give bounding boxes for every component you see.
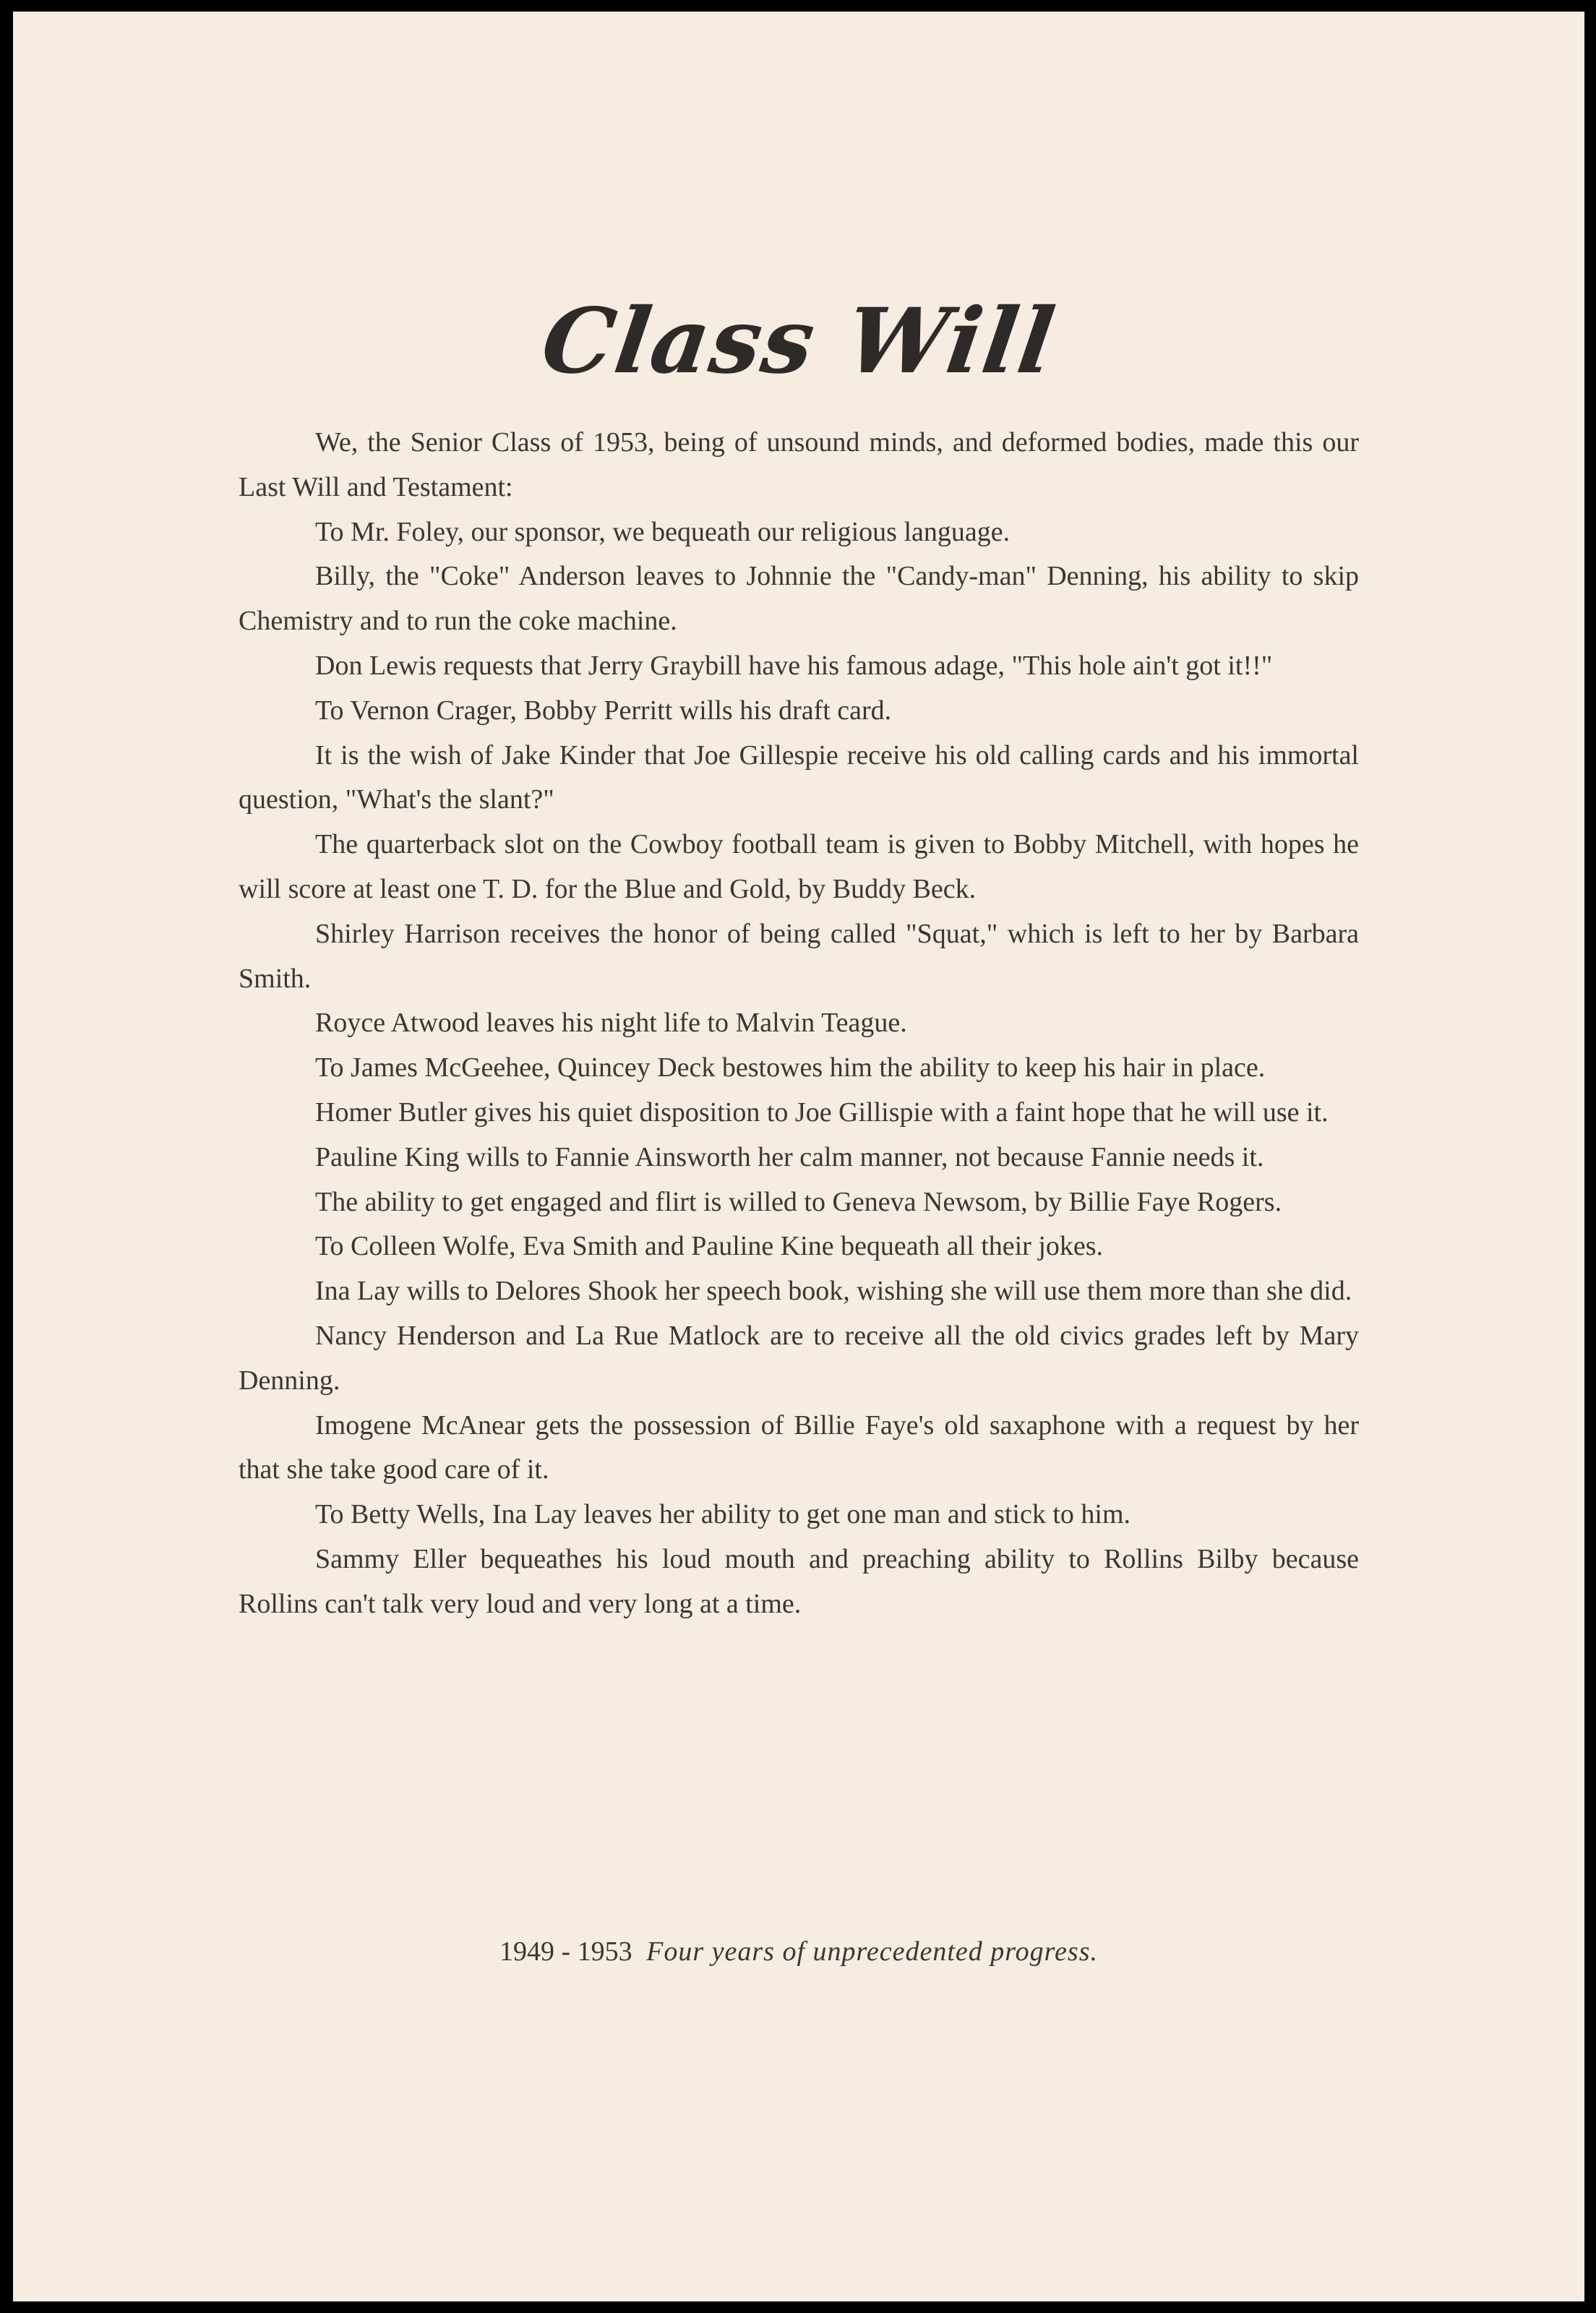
paragraph-preamble: We, the Senior Class of 1953, being of unsound minds, and deformed bodies, made this our Last Will and Testament: <box>239 427 1359 502</box>
paragraph: Billy, the "Coke" Anderson leaves to Johnnie the "Candy-man" Denning, his ability to skip Chemistry and to run the coke machine. <box>239 561 1359 637</box>
footer-years: 1949 - 1953 <box>499 1936 632 1967</box>
paragraph: The quarterback slot on the Cowboy football team is given to Bobby Mitchell, with hopes he will score at least one T. D. for the Blue and Gold, by Buddy Beck. <box>239 829 1359 904</box>
paragraph: To Mr. Foley, our sponsor, we bequeath our religious language. <box>315 516 1011 547</box>
paragraph: It is the wish of Jake Kinder that Joe Gillespie receive his old calling cards and his immortal question, "What's the slant?" <box>239 739 1359 815</box>
page-title: Class Will <box>536 289 1062 394</box>
paragraph: To Colleen Wolfe, Eva Smith and Pauline Kine bequeath all their jokes. <box>315 1231 1104 1262</box>
paragraph: Sammy Eller bequeathes his loud mouth and preaching ability to Rollins Bilby because Rollins can't talk very loud and very long at a time. <box>239 1543 1359 1619</box>
footer-caption <box>13 1936 1584 1969</box>
will-body <box>239 421 1359 1627</box>
paragraph: Pauline King wills to Fannie Ainsworth her calm manner, not because Fannie needs it. <box>315 1141 1264 1172</box>
paragraph: To James McGeehee, Quincey Deck bestowes him the ability to keep his hair in place. <box>315 1052 1266 1083</box>
paragraph: Shirley Harrison receives the honor of being called "Squat," which is left to her by Barbara Smith. <box>239 918 1359 994</box>
paragraph: Imogene McAnear gets the possession of Billie Faye's old saxaphone with a request by her that she take good care of it. <box>239 1409 1359 1485</box>
paragraph: To Betty Wells, Ina Lay leaves her ability to get one man and stick to him. <box>315 1499 1131 1530</box>
paragraph: Ina Lay wills to Delores Shook her speech book, wishing she will use them more than she did. <box>315 1276 1352 1307</box>
document-page <box>13 12 1584 2301</box>
paragraph: The ability to get engaged and flirt is willed to Geneva Newsom, by Billie Faye Rogers. <box>315 1186 1282 1217</box>
paragraph: Don Lewis requests that Jerry Graybill have his famous adage, "This hole ain't got it!!" <box>315 650 1273 681</box>
paragraph: Homer Butler gives his quiet disposition to Joe Gillispie with a faint hope that he will use it. <box>315 1097 1329 1128</box>
paragraph: Nancy Henderson and La Rue Matlock are to receive all the old civics grades left by Mary Denning. <box>239 1320 1359 1396</box>
footer-tagline: Four years of unprecedented progress. <box>646 1936 1098 1967</box>
paragraph: To Vernon Crager, Bobby Perritt wills his draft card. <box>315 695 892 726</box>
paragraph: Royce Atwood leaves his night life to Malvin Teague. <box>315 1008 907 1039</box>
